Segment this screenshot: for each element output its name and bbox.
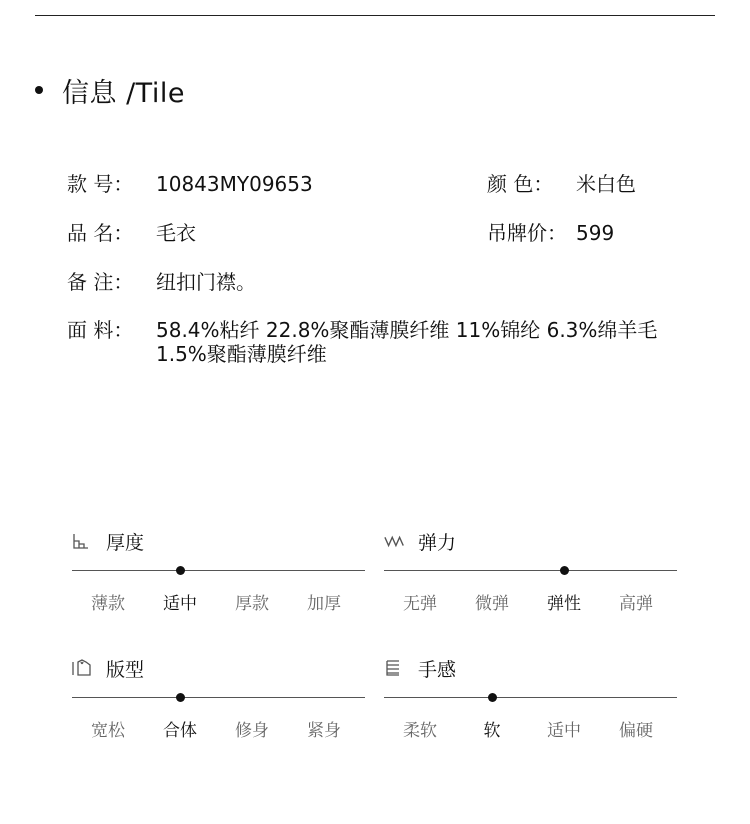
fit-header — [72, 656, 144, 680]
style-no-value: 10843MY09653 — [156, 172, 313, 196]
color-label: 颜 色： — [487, 172, 554, 196]
fabric-label: 面 料： — [67, 318, 134, 342]
thickness-scale — [72, 570, 365, 571]
color-value: 米白色 — [576, 172, 636, 196]
fit-option-4: 紧身 — [307, 721, 341, 741]
fit-icon — [72, 658, 94, 678]
elasticity-option-2: 微弹 — [475, 594, 509, 614]
elasticity-header — [384, 529, 456, 553]
attribute-hand-feel — [384, 656, 679, 756]
hand-feel-header — [384, 656, 456, 680]
info-row-price — [487, 221, 614, 245]
thickness-header — [72, 529, 144, 553]
fit-option-3: 修身 — [235, 721, 269, 741]
attribute-elasticity — [384, 529, 679, 629]
hand-feel-marker — [488, 693, 497, 702]
fit-option-2: 合体 — [163, 721, 197, 741]
fit-option-1: 宽松 — [91, 721, 125, 741]
thickness-marker — [176, 566, 185, 575]
hand-feel-option-2: 软 — [483, 721, 501, 741]
info-row-style-no — [67, 172, 313, 196]
price-value: 599 — [576, 221, 615, 245]
hand-feel-option-4: 偏硬 — [619, 721, 653, 741]
attribute-fit — [72, 656, 367, 756]
elasticity-icon — [384, 531, 406, 551]
fit-title: 版型 — [106, 658, 145, 681]
info-row-note — [67, 270, 256, 294]
hand-feel-title: 手感 — [418, 658, 457, 681]
name-label: 品 名： — [67, 221, 134, 245]
name-value: 毛衣 — [156, 221, 196, 245]
style-no-label: 款 号： — [67, 172, 134, 196]
bullet-icon — [35, 86, 43, 94]
note-label: 备 注： — [67, 270, 134, 294]
thickness-icon — [72, 531, 94, 551]
note-value: 纽扣门襟。 — [156, 270, 256, 294]
thickness-option-4: 加厚 — [307, 594, 341, 614]
hand-feel-scale — [384, 697, 677, 698]
fabric-value: 58.4%粘纤 22.8%聚酯薄膜纤维 11%锦纶 6.3%绵羊毛 1.5%聚酯薄膜纤维 — [156, 318, 658, 366]
elasticity-title: 弹力 — [418, 531, 457, 554]
info-row-name — [67, 221, 196, 245]
elasticity-scale — [384, 570, 677, 571]
fit-scale — [72, 697, 365, 698]
thickness-option-3: 厚款 — [235, 594, 269, 614]
section-header — [35, 70, 185, 110]
hand-feel-icon — [384, 658, 406, 678]
attribute-thickness — [72, 529, 367, 629]
top-divider — [35, 15, 715, 16]
price-label: 吊牌价： — [487, 221, 567, 245]
elasticity-option-4: 高弹 — [619, 594, 653, 614]
thickness-option-2: 适中 — [163, 594, 197, 614]
thickness-option-1: 薄款 — [91, 594, 125, 614]
fit-marker — [176, 693, 185, 702]
elasticity-option-3: 弹性 — [547, 594, 581, 614]
thickness-title: 厚度 — [106, 531, 145, 554]
hand-feel-option-1: 柔软 — [403, 721, 437, 741]
elasticity-option-1: 无弹 — [403, 594, 437, 614]
info-row-color — [487, 172, 636, 196]
elasticity-marker — [560, 566, 569, 575]
section-title: 信息 /Tile — [62, 77, 185, 109]
hand-feel-option-3: 适中 — [547, 721, 581, 741]
